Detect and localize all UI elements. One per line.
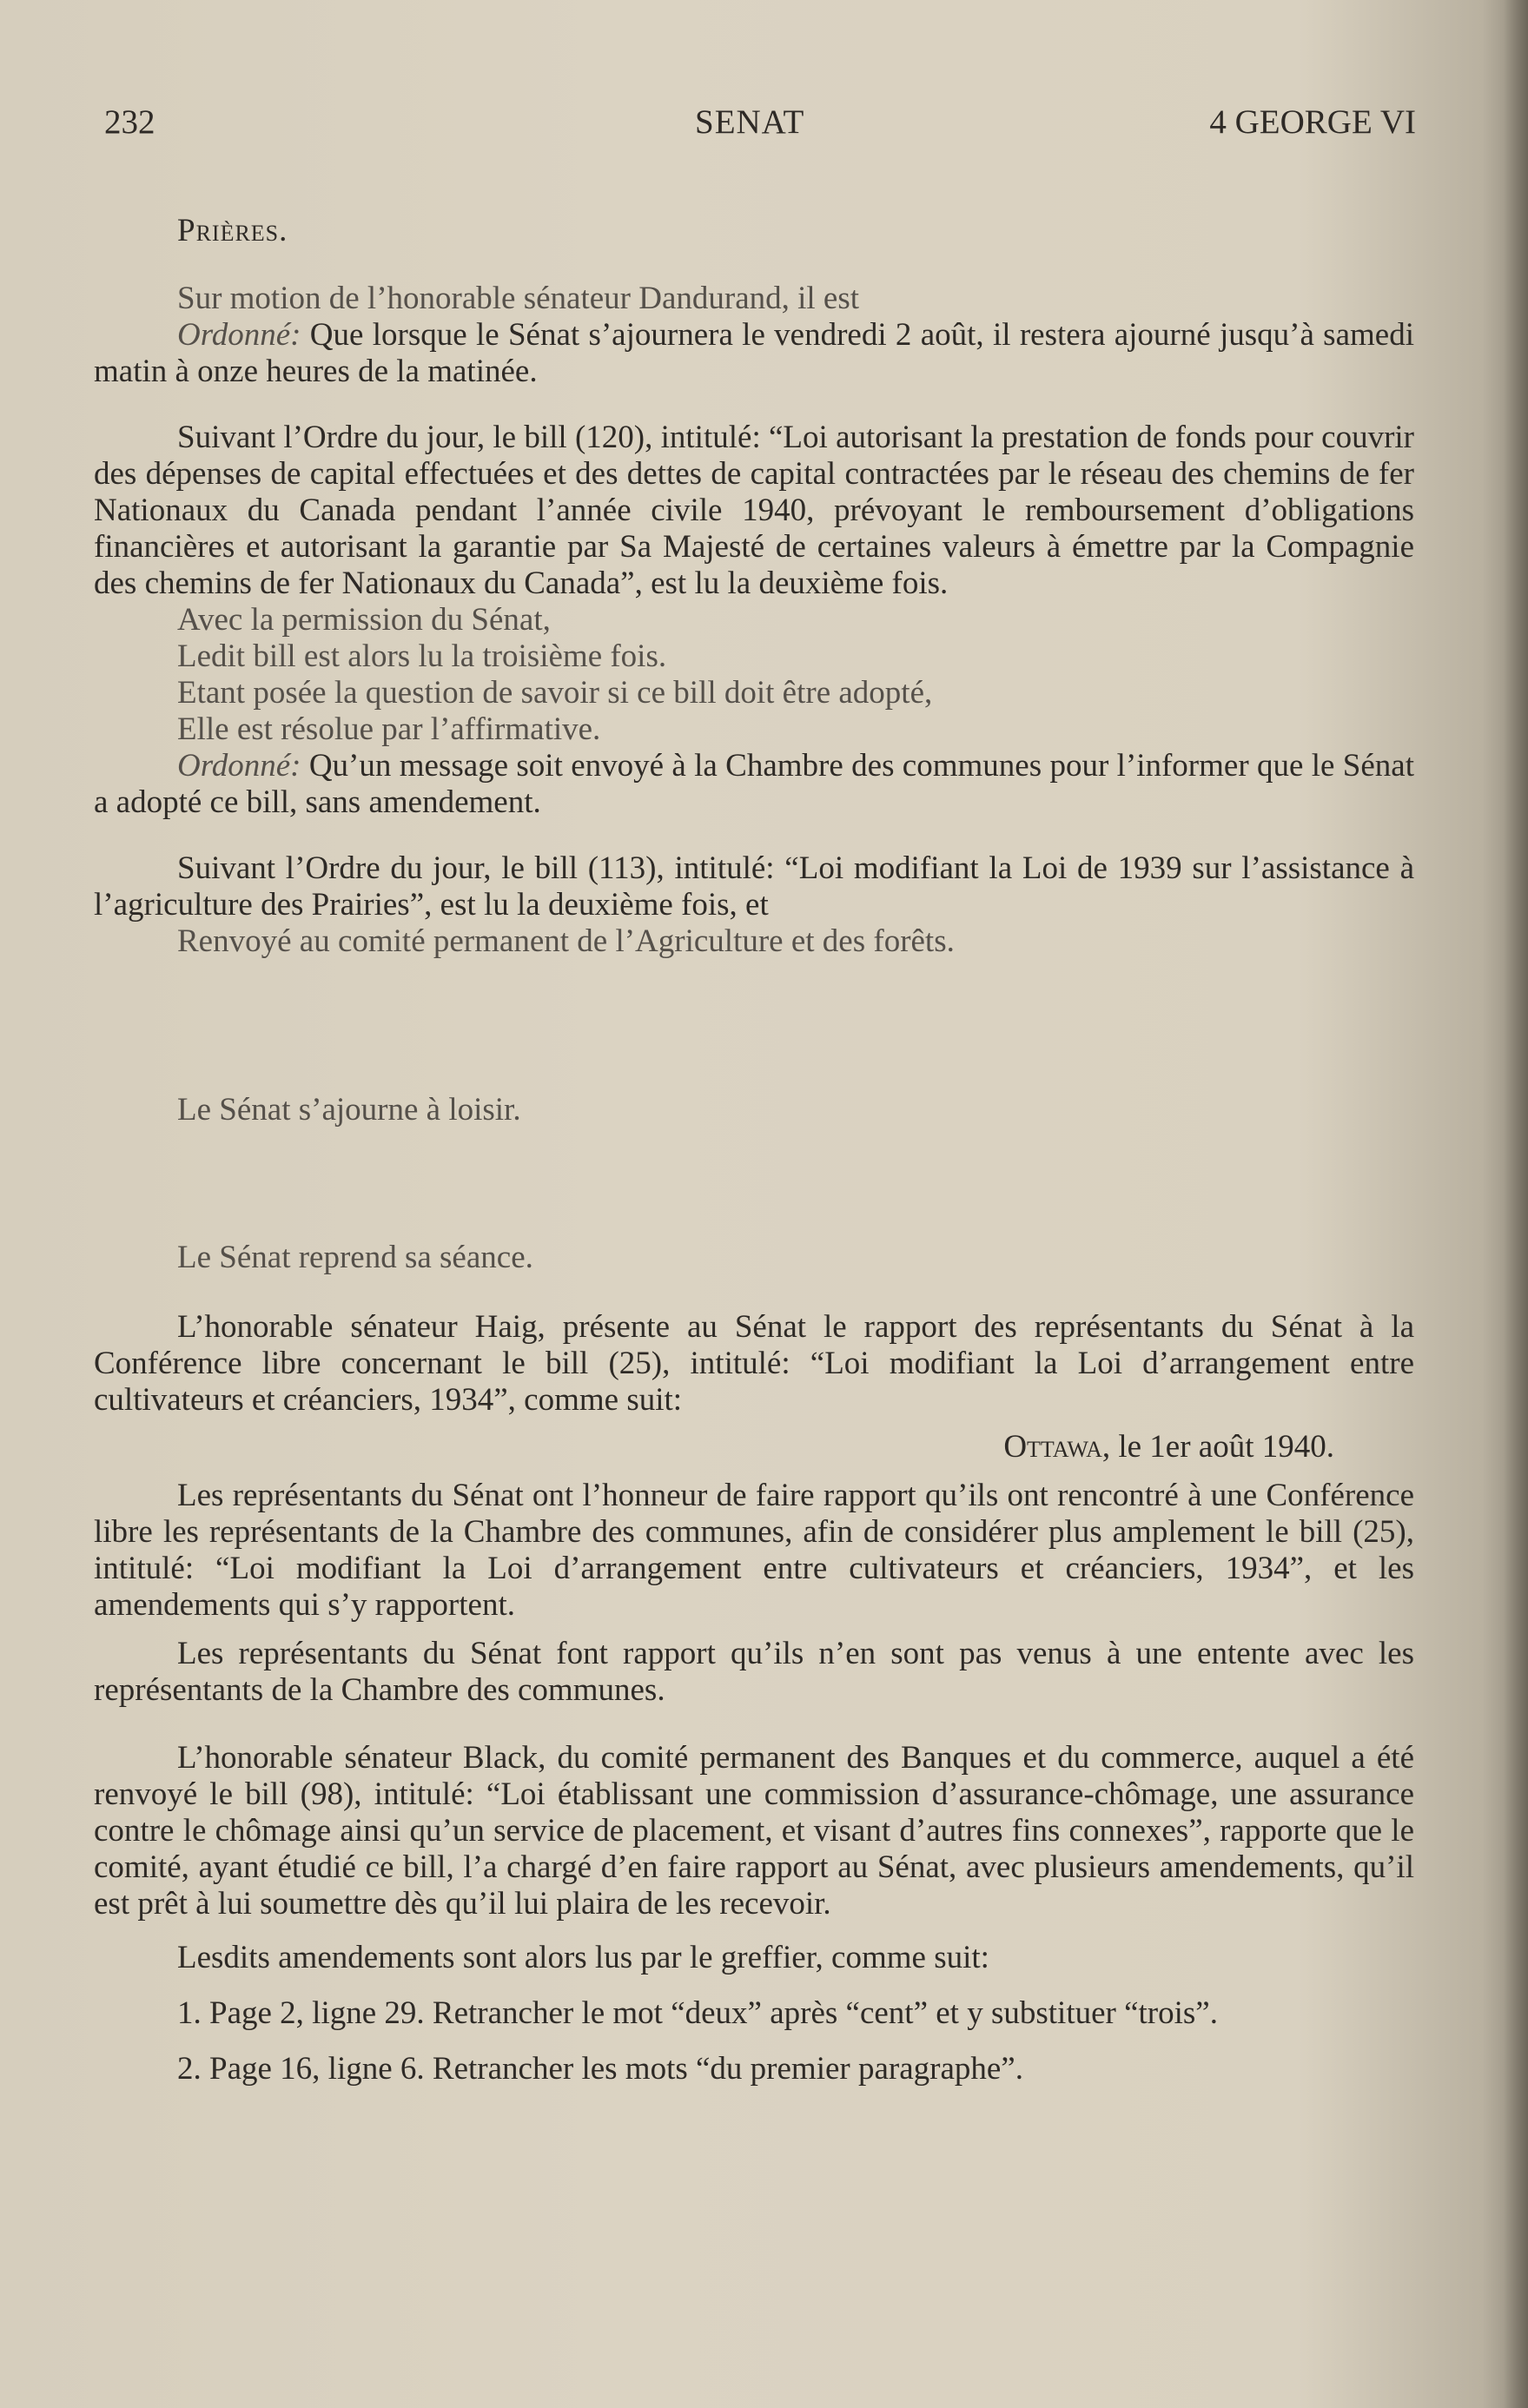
regnal-year: 4 GEORGE VI: [1209, 103, 1416, 141]
ordonne-label: Ordonné:: [177, 317, 301, 353]
amendments-intro: Lesdits amendements sont alors lus par le greffier, comme suit:: [177, 1940, 989, 1975]
running-title: SENAT: [695, 103, 805, 141]
message-order-text: Qu’un message soit envoyé à la Chambre des communes pour l’informer que le Sénat a adopté ce bill, sans amendement.: [94, 748, 1414, 820]
message-order-paragraph: [94, 748, 1414, 821]
page-number: 232: [104, 103, 155, 141]
bill-113-paragraph: Suivant l’Ordre du jour, le bill (113), intitulé: “Loi modifiant la Loi de 1939 sur l’assistance à l’agriculture des Prairies”, est lu la deuxième fois, et: [94, 850, 1414, 923]
bill-120-paragraph: Suivant l’Ordre du jour, le bill (120), intitulé: “Loi autorisant la prestation de fonds pour couvrir des dépenses de capital effectuées et des dettes de capital contractées par le réseau des chemins de fer Nationaux du Canada pendant l’année civile 1940, prévoyant le remboursement d’obligations financières et autorisant la garantie par Sa Majesté de certaines valeurs à émettre par la Compagnie des chemins de fer Nationaux du Canada”, est lu la deuxième fois.: [94, 420, 1414, 601]
black-report-paragraph: L’honorable sénateur Black, du comité permanent des Banques et du commerce, auquel a été renvoyé le bill (98), intitulé: “Loi établissant une commission d’assurance-chômage, une assurance contre le chômage ainsi qu’un service de placement, et visant d’autres fins connexes”, rapporte que le comité, ayant étudié ce bill, l’a chargé d’en faire rapport au Sénat, avec plusieurs amendements, qu’il est prêt à lui soumettre dès qu’il lui plaira de les recevoir.: [94, 1740, 1414, 1922]
no-agreement-paragraph: Les représentants du Sénat font rapport qu’ils n’en sont pas venus à une entente avec les représentants de la Chambre des communes.: [94, 1636, 1414, 1708]
permission-line: Avec la permission du Sénat,: [177, 602, 551, 638]
dateline-place: Ottawa: [1003, 1429, 1102, 1465]
amendment-2: 2. Page 16, ligne 6. Retrancher les mots “du premier paragraphe”.: [177, 2051, 1023, 2087]
question-line: Etant posée la question de savoir si ce bill doit être adopté,: [177, 675, 933, 711]
order-paragraph: [94, 317, 1414, 390]
third-reading-line: Ledit bill est alors lu la troisième fois.: [177, 638, 667, 674]
page-edge-shadow: [1504, 0, 1528, 2408]
motion-paragraph: Sur motion de l’honorable sénateur Dandurand, il est: [177, 281, 860, 316]
referral-line: Renvoyé au comité permanent de l’Agriculture et des forêts.: [177, 923, 955, 959]
running-header: [104, 103, 1416, 146]
affirmative-line: Elle est résolue par l’affirmative.: [177, 711, 601, 747]
amendment-1: 1. Page 2, ligne 29. Retrancher le mot “deux” après “cent” et y substituer “trois”.: [177, 1995, 1218, 2031]
haig-report-paragraph: L’honorable sénateur Haig, présente au Sénat le rapport des représentants du Sénat à la Conférence libre concernant le bill (25), intitulé: “Loi modifiant la Loi d’arrangement entre cultivateurs et créanciers, 1934”, comme suit:: [94, 1309, 1414, 1418]
dateline: [94, 1429, 1414, 1465]
prieres-heading: Prières.: [177, 213, 288, 248]
conference-report-paragraph: Les représentants du Sénat ont l’honneur de faire rapport qu’ils ont rencontré à une Conférence libre les représentants de la Chambre des communes, afin de considérer plus amplement le bill (25), intitulé: “Loi modifiant la Loi d’arrangement entre cultivateurs et créanciers, 1934”, et les amendements qui s’y rapportent.: [94, 1478, 1414, 1623]
resume-line: Le Sénat reprend sa séance.: [177, 1240, 533, 1275]
adjourn-line: Le Sénat s’ajourne à loisir.: [177, 1092, 521, 1128]
ordonne-label-2: Ordonné:: [177, 748, 301, 784]
page-body: [94, 213, 1414, 2087]
order-text: Que lorsque le Sénat s’ajournera le vendredi 2 août, il restera ajourné jusqu’à samedi matin à onze heures de la matinée.: [94, 317, 1414, 389]
dateline-date: , le 1er août 1940.: [1101, 1429, 1334, 1465]
